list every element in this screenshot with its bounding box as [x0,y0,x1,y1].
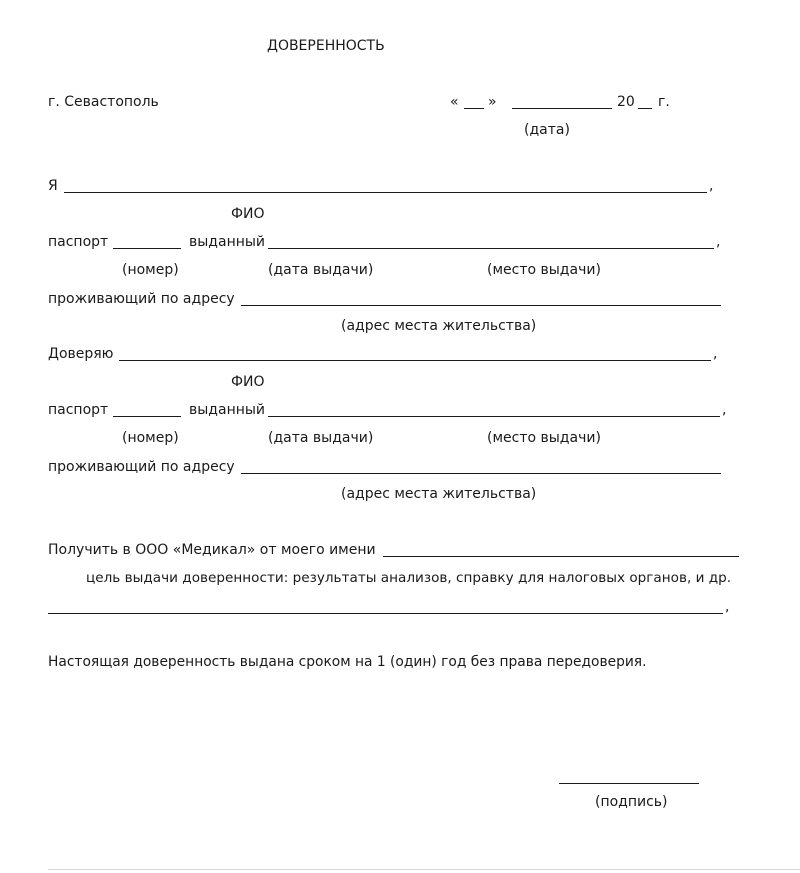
grantor-passport-label: паспорт [48,234,109,250]
grantor-issue-place-caption: (место выдачи) [487,262,601,278]
date-year-prefix: 20 [617,94,635,110]
document-title: ДОВЕРЕННОСТЬ [267,38,385,54]
grantor-address-label: проживающий по адресу [48,291,235,307]
grantor-fio-field[interactable] [64,192,707,193]
grantor-address-field[interactable] [241,305,721,306]
receive-field[interactable] [383,556,739,557]
grantor-fio-caption: ФИО [231,206,265,222]
attorney-address-label: проживающий по адресу [48,459,235,475]
grantor-fio-comma: , [709,178,714,194]
signature-caption: (подпись) [595,794,668,810]
date-close-quote: » [488,94,497,110]
date-open-quote: « [450,94,459,110]
grantor-issued-comma: , [716,234,721,250]
grantor-issued-label: выданный [189,234,266,250]
attorney-intro: Доверяю [48,346,114,362]
date-year-suffix: г. [658,94,670,110]
attorney-issue-date-caption: (дата выдачи) [268,430,374,446]
attorney-passport-number-field[interactable] [113,416,181,417]
city: г. Севастополь [48,94,159,110]
attorney-address-field[interactable] [241,473,721,474]
purpose-text: цель выдачи доверенности: результаты анализов, справку для налоговых органов, и др. [86,570,732,586]
date-month-field[interactable] [512,108,612,109]
purpose-field[interactable] [48,613,723,614]
grantor-issue-date-caption: (дата выдачи) [268,262,374,278]
grantor-number-caption: (номер) [122,262,179,278]
grantor-passport-number-field[interactable] [113,248,181,249]
validity-text: Настоящая доверенность выдана сроком на 1 (один) год без права передоверия. [48,654,647,670]
purpose-comma: , [725,599,730,615]
attorney-address-caption: (адрес места жительства) [341,486,537,502]
attorney-number-caption: (номер) [122,430,179,446]
attorney-passport-label: паспорт [48,402,109,418]
date-caption: (дата) [524,122,570,138]
attorney-issued-comma: , [722,402,727,418]
attorney-fio-comma: , [713,346,718,362]
grantor-intro: Я [48,178,58,194]
attorney-issued-label: выданный [189,402,266,418]
receive-text: Получить в ООО «Медикал» от моего имени [48,542,376,558]
attorney-fio-caption: ФИО [231,374,265,390]
attorney-fio-field[interactable] [119,360,711,361]
date-day-field[interactable] [464,108,484,109]
attorney-issued-field[interactable] [268,416,720,417]
page-divider [48,869,800,870]
date-year-field[interactable] [638,108,652,109]
grantor-address-caption: (адрес места жительства) [341,318,537,334]
signature-field[interactable] [559,783,699,784]
attorney-issue-place-caption: (место выдачи) [487,430,601,446]
grantor-issued-field[interactable] [268,248,714,249]
